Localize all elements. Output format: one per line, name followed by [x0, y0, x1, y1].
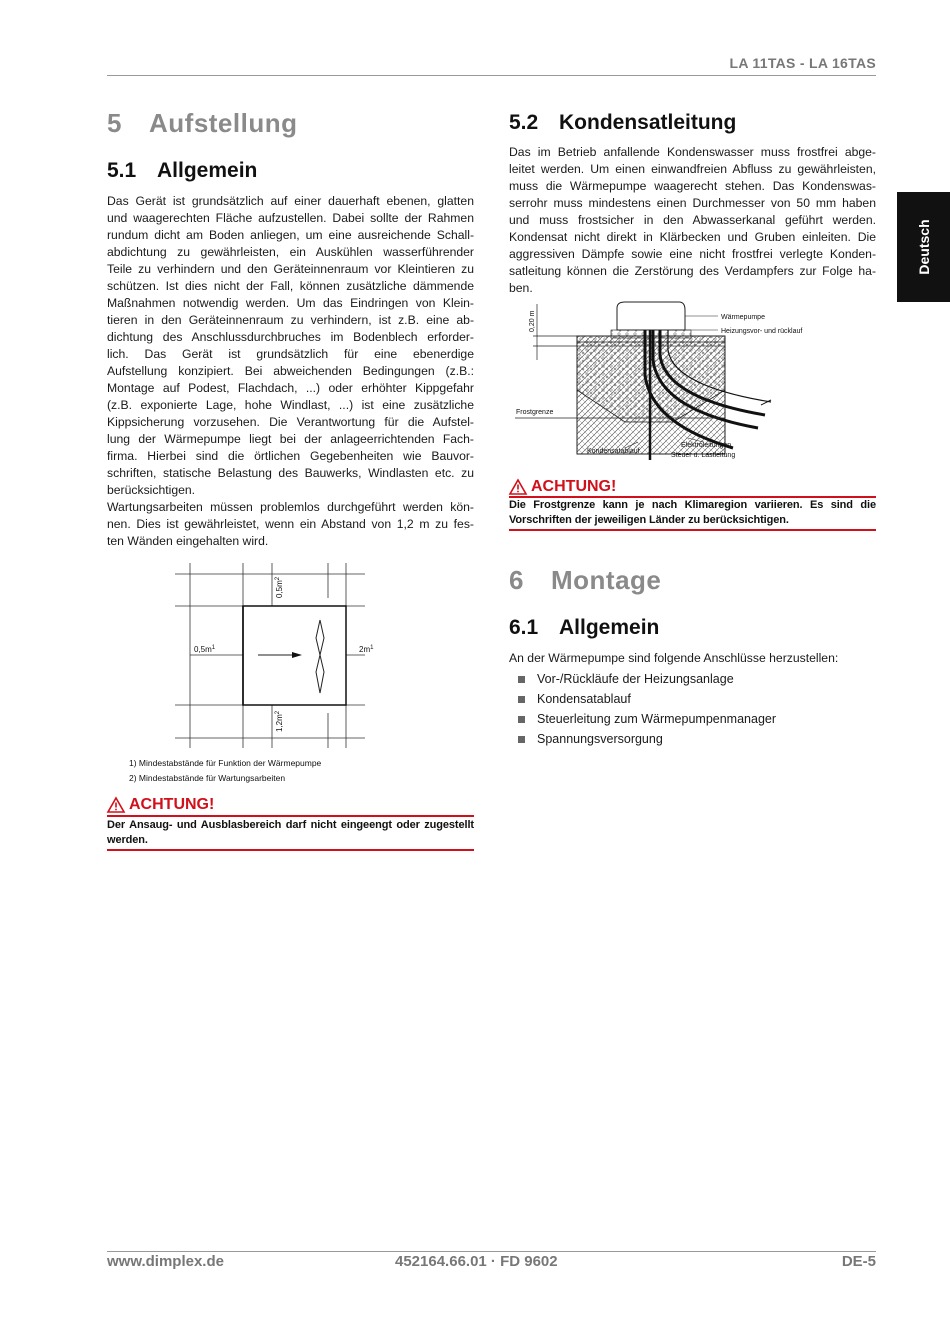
paragraph-line: Das im Betrieb anfallende Kondenswasser muss frostfrei abge- — [509, 145, 876, 159]
paragraph-line: Maßnahmen notwendig werden. Um das Eindringen von Klein- — [107, 296, 474, 310]
document-header-title: LA 11TAS - LA 16TAS — [729, 55, 876, 71]
subsection-5-2-heading — [509, 111, 736, 135]
paragraph-line: satleitung können die Zerstörung des Verdampfers zur Folge ha- — [509, 264, 876, 278]
subsection-title: Allgemein — [559, 616, 660, 639]
bullet-square-icon — [518, 696, 525, 703]
paragraph-line: Montage auf Podest, Flachdach, ...) oder erhöhter Kippgefahr — [107, 381, 474, 395]
electric-label-1: Elektroleitungen — [681, 442, 732, 449]
header-rule — [107, 75, 876, 76]
subsection-title: Kondensatleitung — [559, 111, 737, 134]
list-item: Vor-/Rückläufe der Heizungsanlage — [509, 669, 876, 689]
language-tab-label: Deutsch — [915, 219, 932, 275]
paragraph-line: muss die Wärmepumpe waagerecht stehen. Das Kondenswas- — [509, 179, 876, 193]
paragraph-line: firma. Hierbei sind die örtlichen Gegebenheiten wie Bauvor- — [107, 449, 474, 463]
right-clearance-label: $2m^1$ — [359, 645, 374, 654]
bullet-square-icon — [518, 736, 525, 743]
paragraph-line: lich. Das Gerät ist grundsätzlich für eine ebenerdige — [107, 347, 474, 361]
paragraph-line: schriften, statische Belastung des Bauwerks, Windlasten etc. zu — [107, 466, 474, 480]
subsection-number: 5.1 — [107, 159, 137, 182]
subsection-5-1-heading — [107, 159, 257, 183]
language-side-tab — [897, 192, 950, 302]
clearance-diagram — [170, 558, 374, 753]
condensate-diagram — [513, 300, 813, 465]
warning-title-right: ACHTUNG! — [509, 478, 616, 496]
section-title: Montage — [551, 565, 662, 595]
warning-title-left: ACHTUNG! — [107, 796, 214, 814]
paragraph-line: Wartungsarbeiten müssen problemlos durchgeführt werden kön- — [107, 500, 474, 514]
bullet-square-icon — [518, 676, 525, 683]
heat-pump-box — [617, 302, 685, 330]
paragraph-line: lung der Wärmepumpe liegt bei der anlageerrichtenden Fach- — [107, 432, 474, 446]
warning-text-left: Der Ansaug- und Ausblasbereich darf nicht eingeengt oder zugestellt werden. — [107, 819, 474, 846]
footer-website: www.dimplex.de — [107, 1253, 224, 1270]
paragraph-line: Aufstellung konzipiert. Bei abweichenden Bedingungen (z.B.: — [107, 364, 474, 378]
subsection-number: 6.1 — [509, 616, 539, 639]
drain-label: Kondensatablauf — [587, 448, 640, 455]
bottom-clearance-label: $1,2m^2$ — [275, 710, 284, 732]
list-item: Spannungsversorgung — [509, 729, 876, 749]
subsection-6-1-heading — [509, 616, 659, 640]
subsection-number: 5.2 — [509, 111, 539, 134]
paragraph-line: serrohr muss mindestens einen Durchmesser von 50 mm haben — [509, 196, 876, 210]
paragraph-line: berücksichtigen. — [107, 483, 196, 497]
footer-rule — [107, 1251, 876, 1252]
warning-triangle-icon — [509, 479, 527, 495]
paragraph-line: ten Wänden eingehalten wird. — [107, 534, 269, 548]
heatpump-label: Wärmepumpe — [721, 314, 765, 321]
section-title: Aufstellung — [149, 108, 298, 138]
paragraph-line: dichtung des Anschlussdurchbruches im Bodenblech erforder- — [107, 330, 474, 344]
paragraph-maintenance — [107, 499, 474, 550]
warning-rule-bottom — [509, 529, 876, 531]
heating-label: Heizungsvor- und rücklauf — [721, 328, 803, 335]
section-5-heading — [107, 108, 298, 139]
list-item: Steuerleitung zum Wärmepumpenmanager — [509, 709, 876, 729]
electric-label-2: Steuer u. Lastleitung — [671, 452, 736, 459]
paragraph-line: Kippsicherung vorzusehen. Die Verantwortung für die Aufstel- — [107, 415, 474, 429]
paragraph-line: ben. — [509, 281, 533, 295]
section-number: 6 — [509, 565, 524, 595]
subsection-title: Allgemein — [157, 159, 258, 182]
paragraph-line: Kondensat nicht direkt in Klärbecken und Gruben einleiten. Die — [509, 230, 876, 244]
paragraph-line: schützen. Ist dies nicht der Fall, können zusätzliche dämmende — [107, 279, 474, 293]
paragraph-line: und waagerechten Fläche aufzustellen. Dabei sollte der Rahmen — [107, 211, 474, 225]
paragraph-line: Das Gerät ist grundsätzlich auf einer dauerhaft ebenen, glatten — [107, 194, 474, 208]
warning-text-right: Die Frostgrenze kann je nach Klimaregion variieren. Es sind die Vorschriften der jeweiligen Länder zu berücksichtigen. — [509, 499, 876, 526]
paragraph-line: (z.B. exponierte Lage, hohe Windlast, ...) ist eine zusätzliche — [107, 398, 474, 412]
paragraph-line: leitet werden. Um einen einwandfreien Abfluss zu gewährleisten, — [509, 162, 876, 176]
footer-page-number: DE-5 — [841, 1253, 876, 1270]
paragraph-line: rundum dicht am Boden anliegen, um eine ausreichende Schall- — [107, 228, 474, 242]
paragraph-condensate — [509, 144, 876, 297]
frost-label: Frostgrenze — [516, 409, 554, 416]
paragraph-line: aggressiven Dämpfe sowie eine nicht frostfrei verlegte Konden- — [509, 247, 876, 261]
paragraph-line: nen. Dies ist gewährleistet, wenn ein Abstand von 1,2 m zu fes- — [107, 517, 474, 531]
footnote-2: 2) Mindestabstände für Wartungsarbeiten — [129, 773, 286, 783]
section-6-heading — [509, 565, 661, 596]
connections-list — [509, 669, 876, 749]
paragraph-line: und muss frostsicher in den Abwasserkanal geführt werden. — [509, 213, 876, 227]
bullet-square-icon — [518, 716, 525, 723]
list-item: Kondensatablauf — [509, 689, 876, 709]
paragraph-installation — [107, 193, 474, 499]
paragraph-line: Teile zu verhindern und den Geräteinnenraum vor Kleintieren zu — [107, 262, 474, 276]
warning-rule-top — [107, 815, 474, 817]
footnote-1: 1) Mindestabstände für Funktion der Wärmepumpe — [129, 758, 322, 768]
footer-document-number: 452164.66.01 · FD 9602 — [395, 1253, 558, 1270]
paragraph-line: abdichtung zu gewährleisten, ein Auskühlen wasserführender — [107, 245, 474, 259]
top-clearance-label: $0,5m^2$ — [275, 576, 284, 598]
left-clearance-label: $0,5m^1$ — [194, 645, 216, 654]
height-label: 0,20 m — [529, 310, 536, 332]
connections-intro: An der Wärmepumpe sind folgende Anschlüsse herzustellen: — [509, 651, 839, 665]
section-number: 5 — [107, 108, 122, 138]
paragraph-line: tieren in den Geräteinnenraum zu verhindern, ist z.B. eine ab- — [107, 313, 474, 327]
warning-rule-bottom — [107, 849, 474, 851]
warning-triangle-icon — [107, 797, 125, 813]
